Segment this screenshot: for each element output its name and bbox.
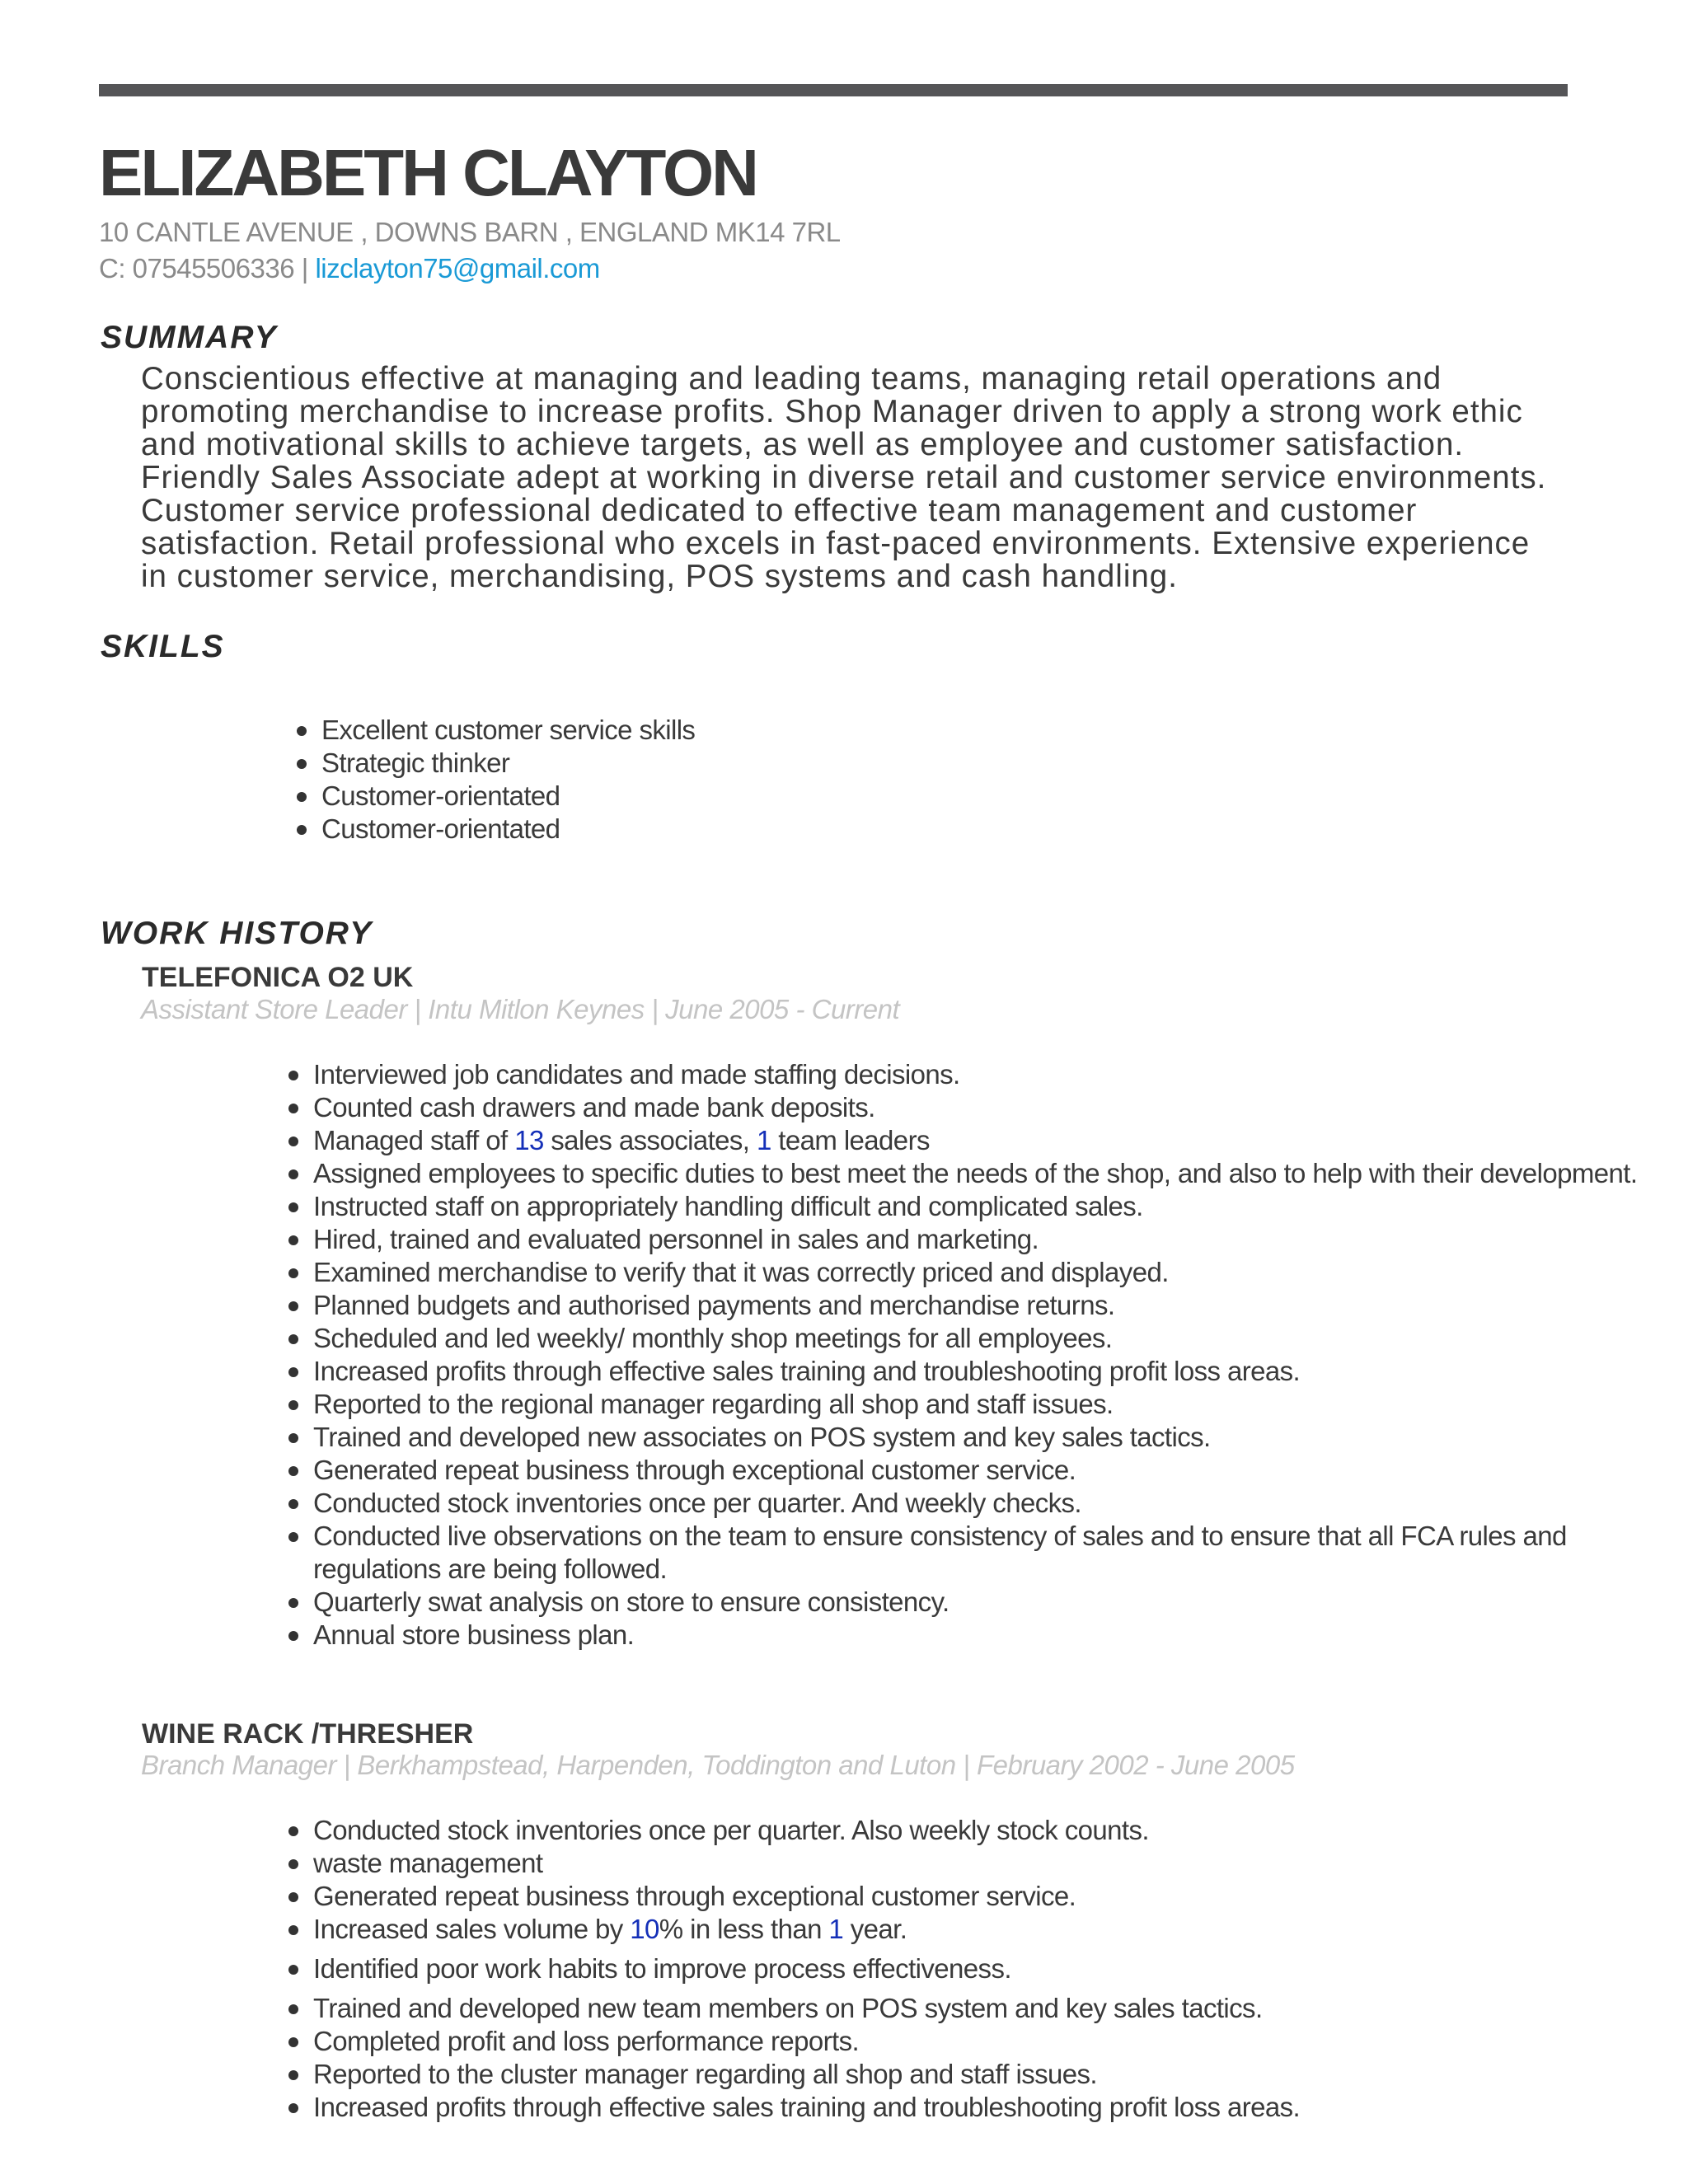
job-bullet: Counted cash drawers and made bank deposits. — [287, 1091, 1639, 1124]
candidate-name: ELIZABETH CLAYTON — [99, 136, 757, 209]
staff-count: 13 — [514, 1125, 544, 1155]
job-bullet: Trained and developed new associates on POS system and key sales tactics. — [287, 1421, 1639, 1454]
job-bullet: Conducted stock inventories once per quarter. And weekly checks. — [287, 1487, 1639, 1520]
skill-item: Strategic thinker — [295, 747, 695, 780]
job-bullet: Examined merchandise to verify that it was correctly priced and displayed. — [287, 1256, 1639, 1289]
summary-line: Customer service professional dedicated to effective team management and customer — [141, 493, 1418, 528]
work-history-heading: WORK HISTORY — [101, 916, 373, 951]
job-bullet: Conducted live observations on the team to ensure consistency of sales and to ensure that all FCA rules and regulations are being followed. — [287, 1520, 1639, 1586]
job-bullet: Reported to the cluster manager regarding all shop and staff issues. — [287, 2058, 1639, 2091]
job-bullet: Scheduled and led weekly/ monthly shop meetings for all employees. — [287, 1322, 1639, 1355]
summary-line: Friendly Sales Associate adept at working in diverse retail and customer service environments. — [141, 460, 1547, 495]
skills-heading: SKILLS — [101, 629, 225, 664]
job-details: Assistant Store Leader | Intu Mitlon Keynes | June 2005 - Current — [141, 994, 900, 1024]
header-rule — [99, 84, 1568, 96]
leader-count: 1 — [756, 1125, 771, 1155]
job-bullet: Increased profits through effective sales training and troubleshooting profit loss areas. — [287, 1355, 1639, 1388]
job-bullet: Instructed staff on appropriately handling difficult and complicated sales. — [287, 1190, 1639, 1223]
phone: C: 07545506336 | — [99, 253, 316, 284]
skill-item: Customer-orientated — [295, 780, 695, 813]
job-bullet: Planned budgets and authorised payments and merchandise returns. — [287, 1289, 1639, 1322]
skill-item: Customer-orientated — [295, 813, 695, 846]
job-bullet: Generated repeat business through exceptional customer service. — [287, 1880, 1639, 1913]
job-bullet: waste management — [287, 1847, 1639, 1880]
contact-line — [99, 253, 600, 284]
job-bullet: Managed staff of 13 sales associates, 1 team leaders — [287, 1124, 1639, 1157]
email-link[interactable]: lizclayton75@gmail.com — [315, 253, 600, 284]
address: 10 CANTLE AVENUE , DOWNS BARN , ENGLAND MK14 7RL — [99, 217, 841, 247]
job-bullet: Increased sales volume by 10% in less than 1 year. — [287, 1913, 1639, 1946]
summary-line: Conscientious effective at managing and leading teams, managing retail operations and — [141, 361, 1442, 396]
job-bullet: Reported to the regional manager regarding all shop and staff issues. — [287, 1388, 1639, 1421]
employer-name: WINE RACK /THRESHER — [142, 1718, 474, 1750]
job-bullet: Identified poor work habits to improve process effectiveness. — [287, 1952, 1639, 1985]
summary-line: and motivational skills to achieve targets, as well as employee and customer satisfaction. — [141, 427, 1465, 462]
job-bullet: Quarterly swat analysis on store to ensure consistency. — [287, 1586, 1639, 1619]
summary-heading: SUMMARY — [101, 320, 278, 355]
skills-list — [295, 714, 695, 846]
employer-name: TELEFONICA O2 UK — [142, 962, 414, 993]
job-bullet-list — [287, 1058, 1639, 1652]
job-bullet: Assigned employees to specific duties to best meet the needs of the shop, and also to help with their development. — [287, 1157, 1639, 1190]
job-bullet: Completed profit and loss performance reports. — [287, 2025, 1639, 2058]
summary-line: in customer service, merchandising, POS systems and cash handling. — [141, 559, 1178, 594]
job-bullet: Conducted stock inventories once per quarter. Also weekly stock counts. — [287, 1814, 1639, 1847]
job-bullet: Hired, trained and evaluated personnel in sales and marketing. — [287, 1223, 1639, 1256]
summary-line: satisfaction. Retail professional who excels in fast-paced environments. Extensive experience — [141, 526, 1531, 561]
summary-text — [141, 363, 1625, 593]
job-bullet-list — [287, 1814, 1639, 2124]
job-bullet: Trained and developed new team members on POS system and key sales tactics. — [287, 1992, 1639, 2025]
years-count: 1 — [828, 1914, 844, 1944]
job-bullet: Interviewed job candidates and made staffing decisions. — [287, 1058, 1639, 1091]
sales-percent: 10 — [630, 1914, 659, 1944]
summary-line: promoting merchandise to increase profits. Shop Manager driven to apply a strong work ethic — [141, 394, 1523, 429]
job-bullet: Increased profits through effective sales training and troubleshooting profit loss areas. — [287, 2091, 1639, 2124]
job-bullet: Generated repeat business through exceptional customer service. — [287, 1454, 1639, 1487]
job-details: Branch Manager | Berkhampstead, Harpenden, Toddington and Luton | February 2002 - June 2005 — [141, 1750, 1295, 1780]
skill-item: Excellent customer service skills — [295, 714, 695, 747]
job-bullet: Annual store business plan. — [287, 1619, 1639, 1652]
